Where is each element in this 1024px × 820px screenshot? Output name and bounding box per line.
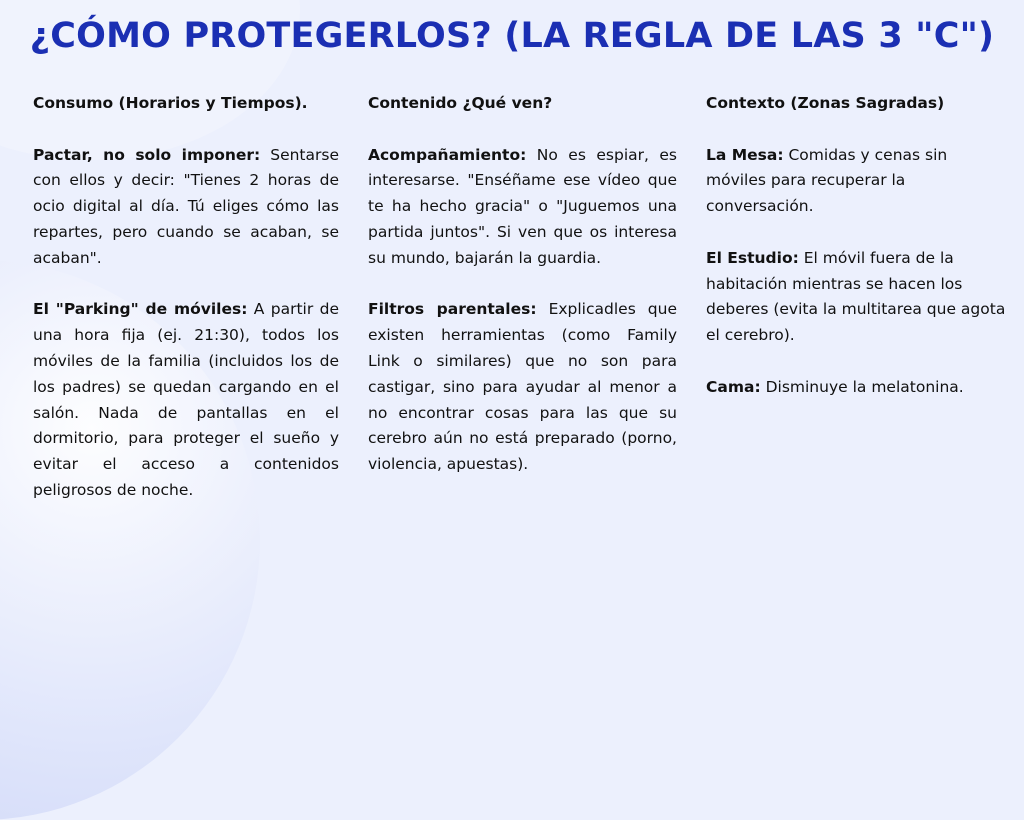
paragraph-label: Cama: xyxy=(706,377,761,396)
paragraph-text: Explicadles que existen herramientas (como Family Link o similares) que no son para castigar, sino para ayudar al menor a no encontrar cosas para las que su cerebro aún no está preparado (porno, violencia, apuestas). xyxy=(368,300,678,474)
paragraph-text: A partir de una hora fija (ej. 21:30), todos los móviles de la familia (incluidos los de los padres) se quedan cargando en el salón. Nada de pantallas en el dormitorio, para proteger el sueño y evitar el acceso a contenidos peligrosos de noche. xyxy=(33,300,339,499)
paragraph-text: Comidas y cenas sin móviles para recuperar la conversación. xyxy=(706,145,948,216)
column-contenido xyxy=(368,91,677,504)
paragraph-text: El móvil fuera de la habitación mientras se hacen los deberes (evita la multitarea que agota el cerebro). xyxy=(706,248,1006,345)
column-contexto xyxy=(706,91,1011,426)
paragraph-label: Pactar, no solo imponer: xyxy=(33,145,261,164)
paragraph-text: Sentarse con ellos y decir: "Tienes 2 horas de ocio digital al día. Tú eliges cómo las repartes, pero cuando se acaban, se acaban". xyxy=(33,145,339,267)
column-heading: Contenido ¿Qué ven? xyxy=(368,94,553,112)
paragraph-label: Filtros parentales: xyxy=(368,300,537,319)
slide-title: ¿CÓMO PROTEGERLOS? (LA REGLA DE LAS 3 "C") xyxy=(29,16,995,56)
paragraph-filtros xyxy=(368,297,677,478)
paragraph-parking xyxy=(33,297,339,503)
paragraph-pactar xyxy=(33,143,339,272)
column-heading: Contexto (Zonas Sagradas) xyxy=(706,94,945,112)
column-consumo xyxy=(33,91,339,530)
paragraph-label: Acompañamiento: xyxy=(368,145,527,164)
paragraph-label: El Estudio: xyxy=(706,248,799,267)
paragraph-estudio xyxy=(706,246,1011,349)
column-heading: Consumo (Horarios y Tiempos). xyxy=(33,94,308,112)
paragraph-cama xyxy=(706,375,1011,401)
paragraph-mesa xyxy=(706,143,1011,220)
paragraph-text: Disminuye la melatonina. xyxy=(760,377,964,396)
paragraph-text: No es espiar, es interesarse. "Enséñame ese vídeo que te ha hecho gracia" o "Juguemos una partida juntos". Si ven que os interesa su mundo, bajarán la guardia. xyxy=(368,145,677,267)
paragraph-acompanamiento xyxy=(368,143,677,272)
paragraph-label: El "Parking" de móviles: xyxy=(33,300,248,319)
paragraph-label: La Mesa: xyxy=(706,145,784,164)
